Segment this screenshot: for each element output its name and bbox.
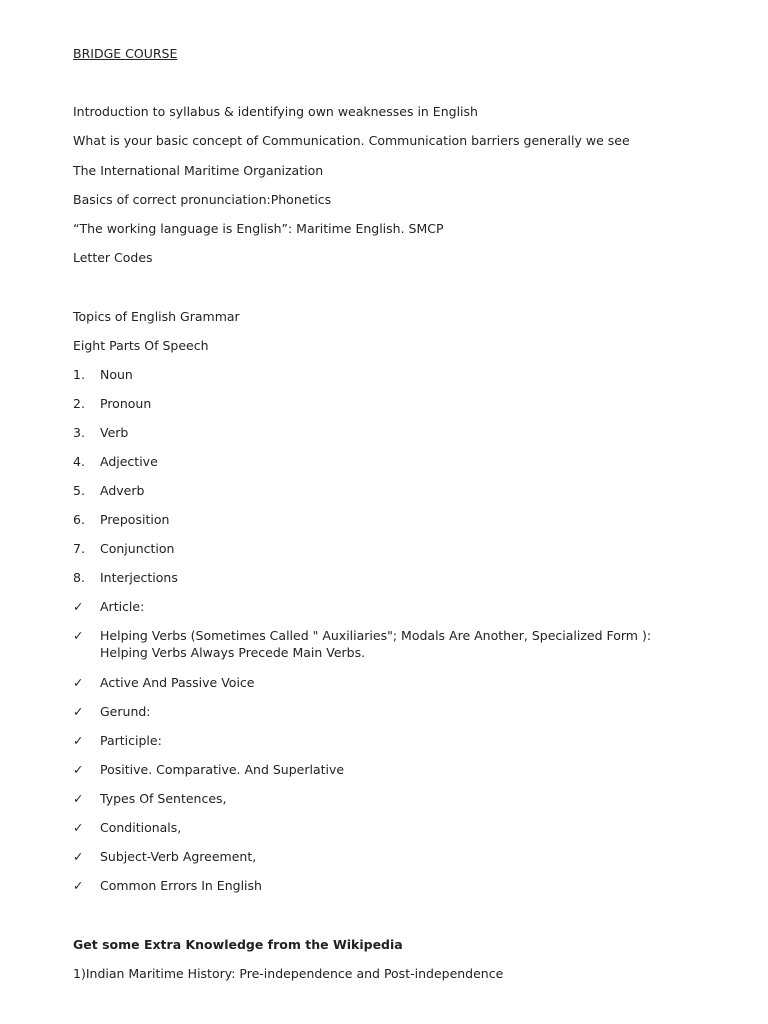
item-text: Conjunction — [100, 541, 175, 556]
item-text: Gerund: — [100, 704, 151, 719]
item-number: 6. — [73, 512, 85, 527]
maritime-history-line: 1)Indian Maritime History: Pre-independence and Post-independence — [73, 966, 504, 981]
item-text: Helping Verbs (Sometimes Called " Auxiliaries"; Modals Are Another, Specialized Form ): — [100, 628, 652, 643]
check-icon: ✓ — [73, 599, 84, 614]
item-text: Preposition — [100, 512, 170, 527]
item-text: Article: — [100, 599, 145, 614]
item-text: Subject-Verb Agreement, — [100, 849, 257, 864]
item-text: Types Of Sentences, — [100, 791, 227, 806]
check-icon: ✓ — [73, 762, 84, 777]
item-number: 1. — [73, 367, 85, 382]
check-icon: ✓ — [73, 733, 84, 748]
item-number: 2. — [73, 396, 85, 411]
check-icon: ✓ — [73, 849, 84, 864]
item-number: 7. — [73, 541, 85, 556]
item-number: 8. — [73, 570, 85, 585]
item-text: Interjections — [100, 570, 178, 585]
item-text: Verb — [100, 425, 129, 440]
intro-line-3: The International Maritime Organization — [73, 163, 324, 178]
item-number: 3. — [73, 425, 85, 440]
item-text: Conditionals, — [100, 820, 182, 835]
grammar-heading: Topics of English Grammar — [73, 309, 240, 324]
intro-line-4: Basics of correct pronunciation:Phonetics — [73, 192, 332, 207]
item-text: Adjective — [100, 454, 158, 469]
extra-knowledge-heading: Get some Extra Knowledge from the Wikipedia — [73, 937, 403, 952]
item-text: Pronoun — [100, 396, 152, 411]
intro-line-1: Introduction to syllabus & identifying own weaknesses in English — [73, 104, 478, 119]
intro-line-5: “The working language is English”: Maritime English. SMCP — [73, 221, 444, 236]
item-text: Positive. Comparative. And Superlative — [100, 762, 345, 777]
item-text: Helping Verbs Always Precede Main Verbs. — [100, 645, 366, 660]
item-text: Noun — [100, 367, 133, 382]
parts-heading: Eight Parts Of Speech — [73, 338, 209, 353]
intro-line-2: What is your basic concept of Communication. Communication barriers generally we see — [73, 133, 630, 148]
check-icon: ✓ — [73, 675, 84, 690]
check-icon: ✓ — [73, 791, 84, 806]
item-text: Participle: — [100, 733, 162, 748]
item-text: Adverb — [100, 483, 145, 498]
item-text: Active And Passive Voice — [100, 675, 255, 690]
item-number: 4. — [73, 454, 85, 469]
item-text: Common Errors In English — [100, 878, 262, 893]
check-icon: ✓ — [73, 704, 84, 719]
item-number: 5. — [73, 483, 85, 498]
check-icon: ✓ — [73, 628, 84, 643]
document-title: BRIDGE COURSE — [73, 46, 178, 61]
check-icon: ✓ — [73, 878, 84, 893]
check-icon: ✓ — [73, 820, 84, 835]
intro-line-6: Letter Codes — [73, 250, 153, 265]
